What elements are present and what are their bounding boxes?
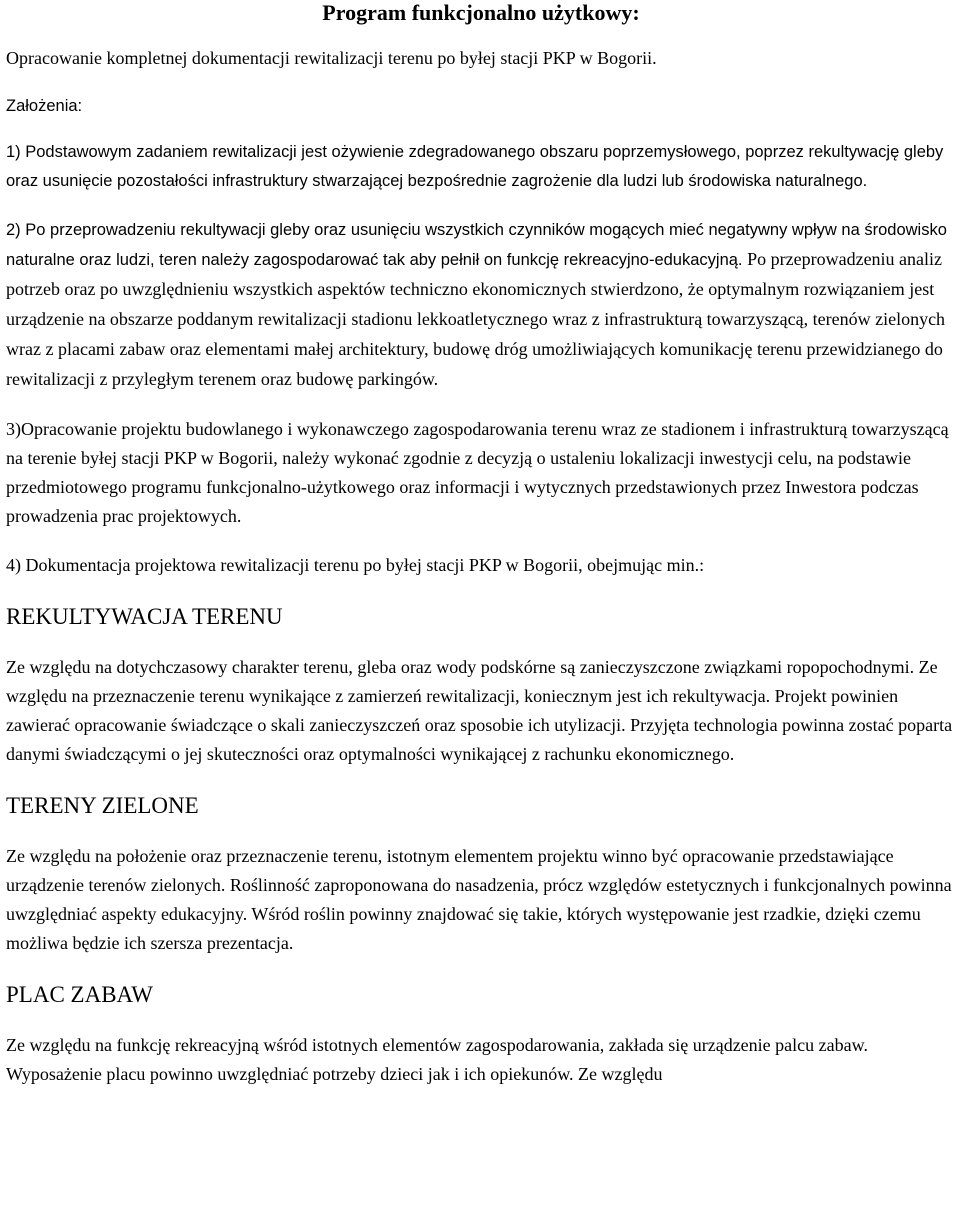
section-heading-plac-zabaw: PLAC ZABAW [6,982,154,1007]
section-text-tereny-zielone: Ze względu na położenie oraz przeznaczenie terenu, istotnym elementem projektu winno być opracowanie przedstawiające urządzenie terenów zielonych. Roślinność zaproponowana do nasadzenia, prócz względów estetycznych i funkcjonalnych powinna uwzględniać aspekty edukacyjny. Wśród roślin powinny znajdować się takie, których występowanie jest rzadkie, dzięki czemu możliwa będzie ich szersza prezentacja. [6,846,952,953]
assumption-2-part-a: 2) Po przeprowadzeniu rekultywacji gleby oraz usunięciu wszystkich czynników mogących mieć negatywny wpływ na środowisko naturalne oraz ludzi, teren należy zagospodarować tak aby pełnił on funkcję rekreacyjno-edukacyjną. [6,221,947,269]
section-heading-rekultywacja: REKULTYWACJA TERENU [6,604,283,629]
assumptions-label: Założenia: [6,97,83,115]
section-heading-tereny-zielone: TERENY ZIELONE [6,793,199,818]
assumption-1: 1) Podstawowym zadaniem rewitalizacji jest ożywienie zdegradowanego obszaru poprzemysłowego, poprzez rekultywację gleby oraz usunięcie pozostałości infrastruktury stwarzającej bezpośrednie zagrożenie dla ludzi lub środowiska naturalnego. [6,143,944,190]
assumption-2 [6,216,956,395]
assumption-3: 3)Opracowanie projektu budowlanego i wykonawczego zagospodarowania terenu wraz ze stadionem i infrastrukturą towarzyszącą na terenie byłej stacji PKP w Bogorii, należy wykonać zgodnie z decyzją o ustaleniu lokalizacji inwestycji celu, na podstawie przedmiotowego programu funkcjonalno-użytkowego oraz informacji i wytycznych przedstawionych przez Inwestora podczas prowadzenia prac projektowych. [6,419,949,526]
section-text-plac-zabaw: Ze względu na funkcję rekreacyjną wśród istotnych elementów zagospodarowania, zakłada się urządzenie palcu zabaw. Wyposażenie placu powinno uwzględniać potrzeby dzieci jak i ich opiekunów. Ze względu [6,1035,868,1084]
assumption-2-part-b: Po przeprowadzeniu analiz potrzeb oraz po uwzględnieniu wszystkich aspektów techniczno ekonomicznych stwierdzono, że optymalnym rozwiązaniem jest urządzenie na obszarze poddanym rewitalizacji stadionu lekkoatletycznego wraz z infrastrukturą towarzyszącą, terenów zielonych wraz z placami zabaw oraz elementami małej architektury, budowę dróg umożliwiających komunikację terenu przewidzianego do rewitalizacji z przyległym terenem oraz budowę parkingów. [6,249,946,389]
section-text-rekultywacja: Ze względu na dotychczasowy charakter terenu, gleba oraz wody podskórne są zanieczyszczone związkami ropopochodnymi. Ze względu na przeznaczenie terenu wynikające z zamierzeń rewitalizacji, koniecznym jest ich rekultywacja. Projekt powinien zawierać opracowanie świadczące o skali zanieczyszczeń oraz sposobie ich utylizacji. Przyjęta technologia powinna zostać poparta danymi świadczącymi o jej skuteczności oraz optymalności wynikającej z rachunku ekonomicznego. [6,657,953,764]
page-title: Program funkcjonalno użytkowy: [322,0,640,25]
intro-paragraph: Opracowanie kompletnej dokumentacji rewitalizacji terenu po byłej stacji PKP w Bogorii. [6,48,657,68]
assumption-4: 4) Dokumentacja projektowa rewitalizacji terenu po byłej stacji PKP w Bogorii, obejmując min.: [6,555,705,575]
